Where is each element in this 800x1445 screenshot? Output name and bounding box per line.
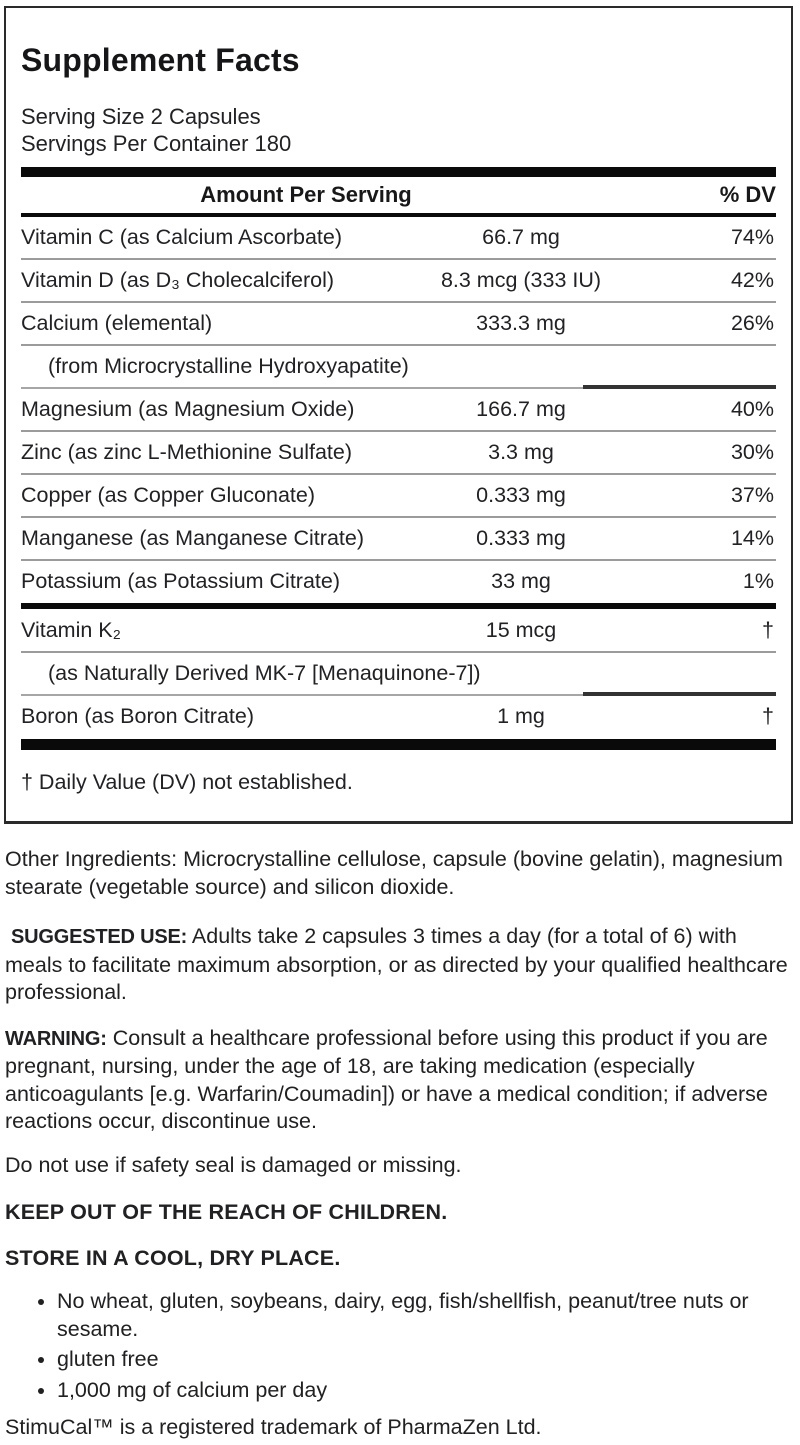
nutrient-amount: 166.7 mg [476,397,566,421]
nutrient-amount: 0.333 mg [476,483,566,507]
table-row [21,475,776,516]
row-divider [21,603,776,609]
nutrient-amount: 66.7 mg [482,225,560,249]
bullet-allergens: • No wheat, gluten, soybeans, dairy, egg, fish/shellfish, peanut/tree nuts or sesame. [57,1288,794,1343]
thick-divider-bar [21,167,776,177]
nutrient-name: Vitamin D (as D₃ Cholecalciferol) [21,268,335,292]
nutrient-name: (from Microcrystalline Hydroxyapatite) [48,354,409,378]
suggested-use [5,923,794,1007]
row-divider [21,739,776,750]
table-row [21,653,776,694]
nutrient-amount: 1 mg [497,704,545,728]
nutrient-name: (as Naturally Derived MK-7 [Menaquinone-7]) [48,661,481,685]
nutrient-amount: 33 mg [491,569,551,593]
supplement-label [0,6,800,1445]
trademark-notice: StimuCal™ is a registered trademark of PharmaZen Ltd. [5,1415,542,1439]
nutrient-name: Zinc (as zinc L-Methionine Sulfate) [21,440,353,464]
table-row [21,561,776,602]
suggested-use-text: Adults take 2 capsules 3 times a day (for a total of 6) with meals to facilitate maximum absorption, or as directed by your qualified healthcare professional. [5,924,788,1004]
table-row [21,217,776,258]
nutrient-name: Boron (as Boron Citrate) [21,704,255,728]
label-info-section [5,846,794,1442]
table-row [21,389,776,430]
dv-footnote: † Daily Value (DV) not established. [21,770,353,794]
table-header-row [21,177,776,213]
nutrient-dv: 30% [730,440,774,464]
nutrient-amount: 333.3 mg [476,311,566,335]
table-row [21,518,776,559]
suggested-use-label: SUGGESTED USE: [11,926,188,948]
serving-info [21,103,776,157]
nutrient-dv: † [762,704,774,728]
nutrient-dv: 40% [730,397,774,421]
nutrient-name: Vitamin C (as Calcium Ascorbate) [21,225,343,249]
supplement-facts-panel [4,6,793,824]
nutrient-dv: 42% [730,268,774,292]
nutrient-dv: 37% [730,483,774,507]
warning-text: Consult a healthcare professional before using this product if you are pregnant, nursing, under the age of 18, are taking medication (especially anticoagulants [e.g. Warfarin/Coumadin]) or have a medical condition; if adverse reactions occur, discontinue use. [5,1025,768,1133]
nutrient-amount: 8.3 mcg (333 IU) [440,268,602,292]
table-row [21,260,776,301]
nutrient-name: Calcium (elemental) [21,311,213,335]
serving-size: Serving Size 2 Capsules [21,104,261,129]
storage-notice: STORE IN A COOL, DRY PLACE. [5,1245,341,1270]
servings-per-container: Servings Per Container 180 [21,131,292,156]
nutrient-dv: 14% [730,526,774,550]
safety-seal-notice: Do not use if safety seal is damaged or missing. [5,1152,462,1177]
table-row [21,610,776,651]
nutrient-name: Copper (as Copper Gluconate) [21,483,315,507]
nutrient-name: Manganese (as Manganese Citrate) [21,526,364,550]
bullet-calcium-per-day: • 1,000 mg of calcium per day [57,1377,794,1405]
nutrient-name: Vitamin K₂ [21,618,121,642]
nutrient-dv: † [762,618,774,642]
nutrient-dv: 74% [730,225,774,249]
table-row [21,346,776,387]
table-row [21,432,776,473]
keep-out-notice: KEEP OUT OF THE REACH OF CHILDREN. [5,1200,448,1224]
nutrient-amount: 15 mcg [485,618,557,642]
nutrient-amount: 0.333 mg [476,526,566,550]
percent-dv-header: % DV [719,182,776,207]
nutrient-amount: 3.3 mg [488,440,554,464]
table-row [21,303,776,344]
feature-bullet-list [5,1288,794,1404]
warning [5,1025,794,1136]
table-row [21,696,776,737]
nutrient-dv: 26% [730,311,774,335]
nutrient-dv: 1% [742,569,774,593]
bullet-gluten-free: • gluten free [57,1346,794,1374]
amount-per-serving-header: Amount Per Serving [200,182,412,207]
warning-label: WARNING: [5,1027,107,1050]
nutrient-name: Potassium (as Potassium Citrate) [21,569,341,593]
nutrient-name: Magnesium (as Magnesium Oxide) [21,397,355,421]
nutrient-table [21,217,776,750]
other-ingredients: Other Ingredients: Microcrystalline cellulose, capsule (bovine gelatin), magnesium stearate (vegetable source) and silicon dioxide. [5,847,783,899]
panel-title: Supplement Facts [21,42,300,78]
